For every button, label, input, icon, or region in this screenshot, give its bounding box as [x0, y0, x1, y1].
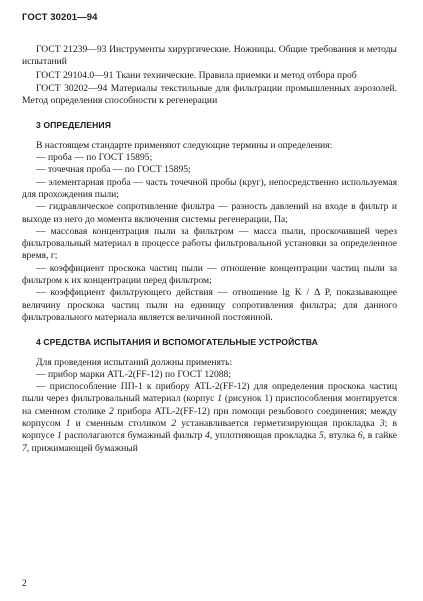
section-heading: 3 ОПРЕДЕЛЕНИЯ [36, 120, 111, 131]
text-run: , в гайке [362, 430, 397, 442]
definition-item: — точечная проба — по ГОСТ 15895; [36, 164, 191, 176]
text-run: располагаются бумажный фильтр [61, 430, 206, 442]
part-number: 3 [379, 418, 385, 430]
section-intro: Для проведения испытаний должны применять: [36, 356, 233, 368]
section-intro: В настоящем стандарте применяют следующие термины и определения: [36, 139, 333, 151]
document-body [22, 44, 397, 455]
part-number: 7 [22, 442, 27, 454]
part-number: 4 [205, 430, 210, 442]
part-number: 1 [57, 430, 62, 442]
text-run: прибора ATL-2(FF-12) при помощи резьбового соединения; между корпусом [22, 405, 397, 430]
text-run: , уплотняющая прокладка [209, 430, 319, 442]
definition-item: — коэффициент проскока частиц пыли — отношение концентрации частиц пыли за фильтром к их концентрации перед фильтром; [22, 262, 397, 287]
page-number: 2 [22, 579, 27, 589]
part-number: 1 [217, 393, 223, 405]
part-number: 2 [108, 405, 114, 417]
text-run: ; в корпусе [22, 418, 397, 442]
part-number: 1 [65, 418, 71, 430]
text-run: устанавливается герметизирующая прокладка [176, 418, 380, 430]
text-run: (рисунок 1) приспособления монтируется на сменном столике [22, 393, 397, 417]
definition-item [22, 287, 397, 324]
part-number: 5 [318, 430, 324, 442]
formula: lg K / Δ P [282, 287, 329, 299]
equipment-item [22, 381, 397, 455]
definition-item: — проба — по ГОСТ 15895; [36, 152, 153, 164]
definition-item: — элементарная проба — часть точечной пробы (круг), непосредственно используемая для прохождения пыли; [22, 176, 397, 200]
text-run: и сменным столиком [70, 418, 172, 430]
ref-item: ГОСТ 30202—94 Материалы текстильные для фильтрации промышленных аэрозолей. Метод определения способности к регенерации [22, 82, 397, 107]
ref-item: ГОСТ 29104.0—91 Ткани технические. Правила приемки и метод отбора проб [36, 69, 357, 81]
section-heading: 4 СРЕДСТВА ИСПЫТАНИЯ И ВСПОМОГАТЕЛЬНЫЕ УСТРОЙСТВА [36, 337, 318, 348]
ref-item: ГОСТ 21239—93 Инструменты хирургические. Ножницы. Общие требования и методы испытаний [22, 44, 397, 68]
text-run: — приспособление ПП-1 к прибору ATL-2(FF-12) для определения проскока частиц пыли через фильтровальный материал (корпус [22, 381, 397, 405]
part-number: 6 [357, 430, 363, 442]
text-run: , втулка [323, 430, 358, 442]
definition-text: — коэффициент фильтрующего действия — отношение [36, 287, 278, 299]
part-number: 2 [171, 418, 177, 430]
definition-item: — гидравлическое сопротивление фильтра — разность давлений на входе в фильтр и выходе из него до момента включения системы регенерации, Па; [22, 201, 397, 225]
equipment-item: — прибор марки ATL-2(FF-12) по ГОСТ 12088; [36, 368, 231, 380]
definition-item: — массовая концентрация пыли за фильтром — масса пыли, проскочившей через фильтровальный материал в процессе работы фильтровальной установки за определенное время, г; [22, 225, 397, 262]
text-run: , прижимающей бумажный [26, 442, 138, 454]
definition-text: , показывающее величину проскока частиц пыли на единицу сопротивления фильтра; для данного фильтровального материала является величиной постоянной. [22, 287, 397, 323]
doc-header: ГОСТ 30201—94 [22, 12, 98, 23]
